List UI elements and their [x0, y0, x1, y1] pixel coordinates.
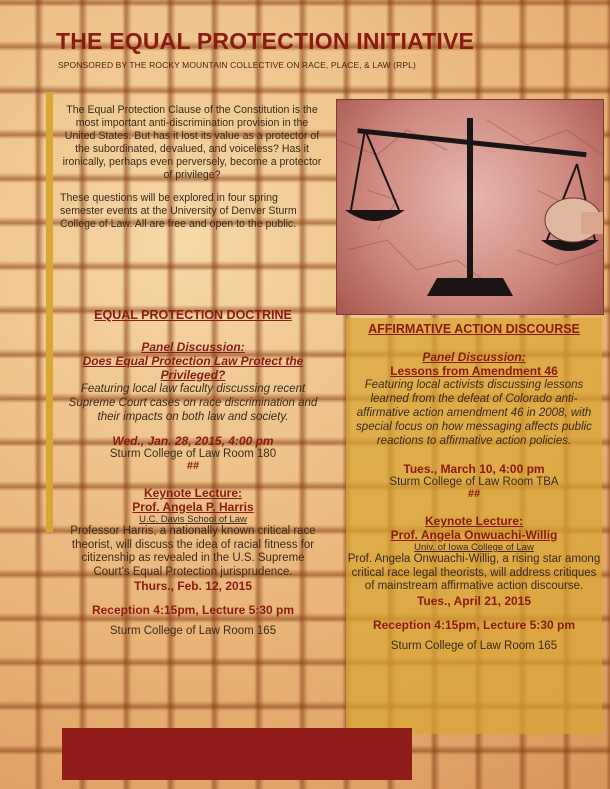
intro-text: [60, 104, 324, 241]
separator: ##: [186, 460, 200, 472]
intro-paragraph-1: The Equal Protection Clause of the Constitution is the most important anti-discrimination provision in the United States. But has it lost its value as a protector of the subordinated, devalued, and voiceless? Has it ironically, perhaps even perversely, become a protector of privilege?: [62, 104, 322, 181]
panel-label: Panel Discussion:: [141, 340, 245, 354]
sponsor-subtitle: SPONSORED BY THE ROCKY MOUNTAIN COLLECTIVE ON RACE, PLACE, & LAW (RPL): [58, 60, 416, 70]
keynote-room: Sturm College of Law Room 165: [390, 639, 558, 652]
gold-accent-bar: [46, 92, 53, 532]
keynote-description: Prof. Angela Onwuachi-Willig, a rising star among critical race legal theorists, will address critiques of mainstream affirmative action discourse.: [347, 553, 601, 592]
separator: ##: [467, 488, 481, 500]
panel-question: Does Equal Protection Law Protect the Privileged?: [82, 354, 304, 382]
section-heading-doctrine: EQUAL PROTECTION DOCTRINE: [94, 308, 292, 322]
panel-description: Featuring local law faculty discussing recent Supreme Court cases on race discrimination and their impacts on both law and society.: [68, 383, 318, 423]
panel-description: Featuring local activists discussing lessons learned from the defeat of Colorado anti-affirmative action amendment 46 in 2008, with special focus on how messaging affects public reactions to affirmative action policies.: [356, 379, 592, 447]
keynote-speaker: Prof. Angela Onwuachi-Willig: [390, 528, 558, 542]
panel-date: Wed., Jan. 28, 2015, 4:00 pm: [112, 434, 274, 448]
keynote-label: Keynote Lecture:: [143, 486, 243, 500]
scales-of-justice-image: [336, 99, 604, 315]
intro-paragraph-2: These questions will be explored in four spring semester events at the University of Denver Sturm College of Law. All are free and open to the public.: [60, 192, 297, 230]
keynote-date: Thurs., Feb. 12, 2015: [133, 579, 253, 593]
keynote-label: Keynote Lecture:: [424, 514, 524, 528]
keynote-affiliation: U.C. Davis School of Law: [139, 514, 247, 525]
panel-room: Sturm College of Law Room TBA: [389, 476, 559, 488]
section-heading-affirmative: AFFIRMATIVE ACTION DISCOURSE: [368, 322, 580, 336]
panel-label: Panel Discussion:: [422, 350, 526, 364]
footer-red-box: [62, 728, 412, 780]
equal-protection-doctrine-column: [62, 308, 324, 637]
scales-of-justice-icon: [337, 100, 603, 314]
reception-time: Reception 4:15pm, Lecture 5:30 pm: [372, 617, 576, 632]
keynote-room: Sturm College of Law Room 165: [109, 625, 277, 637]
keynote-speaker: Prof. Angela P. Harris: [132, 500, 254, 514]
keynote-affiliation: Univ. of Iowa College of Law: [414, 542, 534, 553]
panel-room: Sturm College of Law Room 180: [109, 448, 277, 460]
page-title: THE EQUAL PROTECTION INITIATIVE: [56, 28, 475, 54]
affirmative-action-column: [346, 318, 602, 734]
reception-time: Reception 4:15pm, Lecture 5:30 pm: [91, 603, 295, 617]
keynote-description: Professor Harris, a nationally known critical race theorist, will discuss the idea of racial fitness for citizenship as revealed in the U.S. Supreme Court's Equal Protection jurisprudence.: [70, 525, 316, 578]
panel-date: Tues., March 10, 4:00 pm: [403, 462, 545, 476]
keynote-date: Tues., April 21, 2015: [416, 593, 532, 608]
panel-title: Lessons from Amendment 46: [390, 364, 558, 378]
